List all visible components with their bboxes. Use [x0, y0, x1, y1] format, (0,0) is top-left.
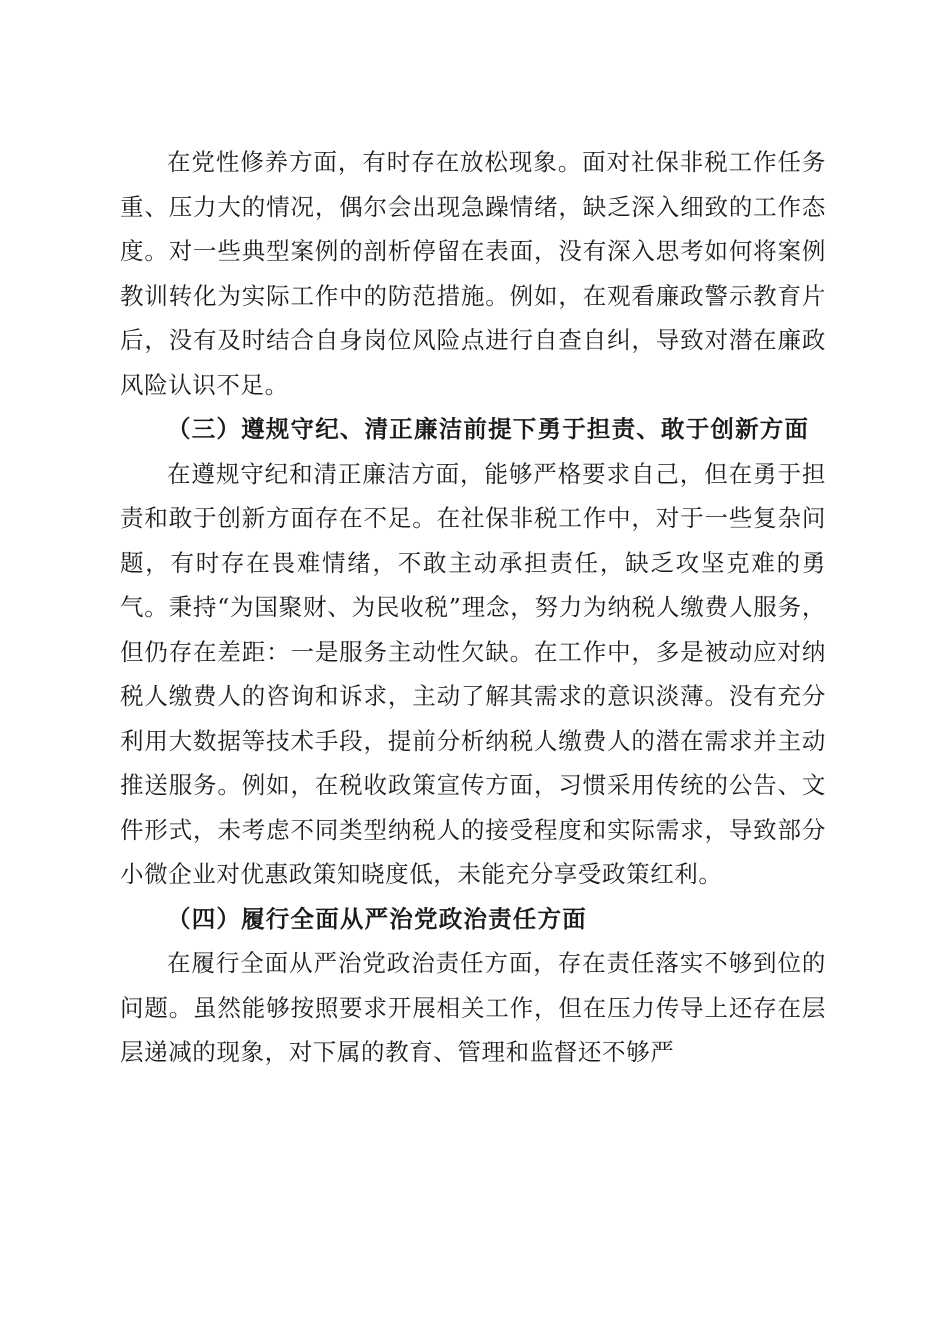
section-heading-3: （三）遵规守纪、清正廉洁前提下勇于担责、敢于创新方面 [167, 415, 810, 443]
section-heading-4: （四）履行全面从严治党政治责任方面 [167, 904, 587, 933]
paragraph-party-cultivation: 在党性修养方面，有时存在放松现象。面对社保非税工作任务重、压力大的情况，偶尔会出现急躁情绪，缺乏深入细致的工作态度。对一些典型案例的剖析停留在表面，没有深入思考如何将案例教训转化为实际工作中的防范措施。例如，在观看廉政警示教育片后，没有及时结合自身岗位风险点进行自查自纠，导致对潜在廉政风险认识不足。 [120, 148, 826, 399]
document-page [120, 140, 826, 1075]
paragraph-discipline-innovation: 在遵规守纪和清正廉洁方面，能够严格要求自己，但在勇于担责和敢于创新方面存在不足。在社保非税工作中，对于一些复杂问题，有时存在畏难情绪，不敢主动承担责任，缺乏攻坚克难的勇气。秉持“为国聚财、为民收税”理念，努力为纳税人缴费人服务，但仍存在差距：一是服务主动性欠缺。在工作中，多是被动应对纳税人缴费人的咨询和诉求，主动了解其需求的意识淡薄。没有充分利用大数据等技术手段，提前分析纳税人缴费人的潜在需求并主动推送服务。例如，在税收政策宣传方面，习惯采用传统的公告、文件形式，未考虑不同类型纳税人的接受程度和实际需求，导致部分小微企业对优惠政策知晓度低，未能充分享受政策红利。 [120, 459, 826, 888]
paragraph-strict-governance: 在履行全面从严治党政治责任方面，存在责任落实不够到位的问题。虽然能够按照要求开展相关工作，但在压力传导上还存在层层递减的现象，对下属的教育、管理和监督还不够严 [120, 949, 826, 1066]
